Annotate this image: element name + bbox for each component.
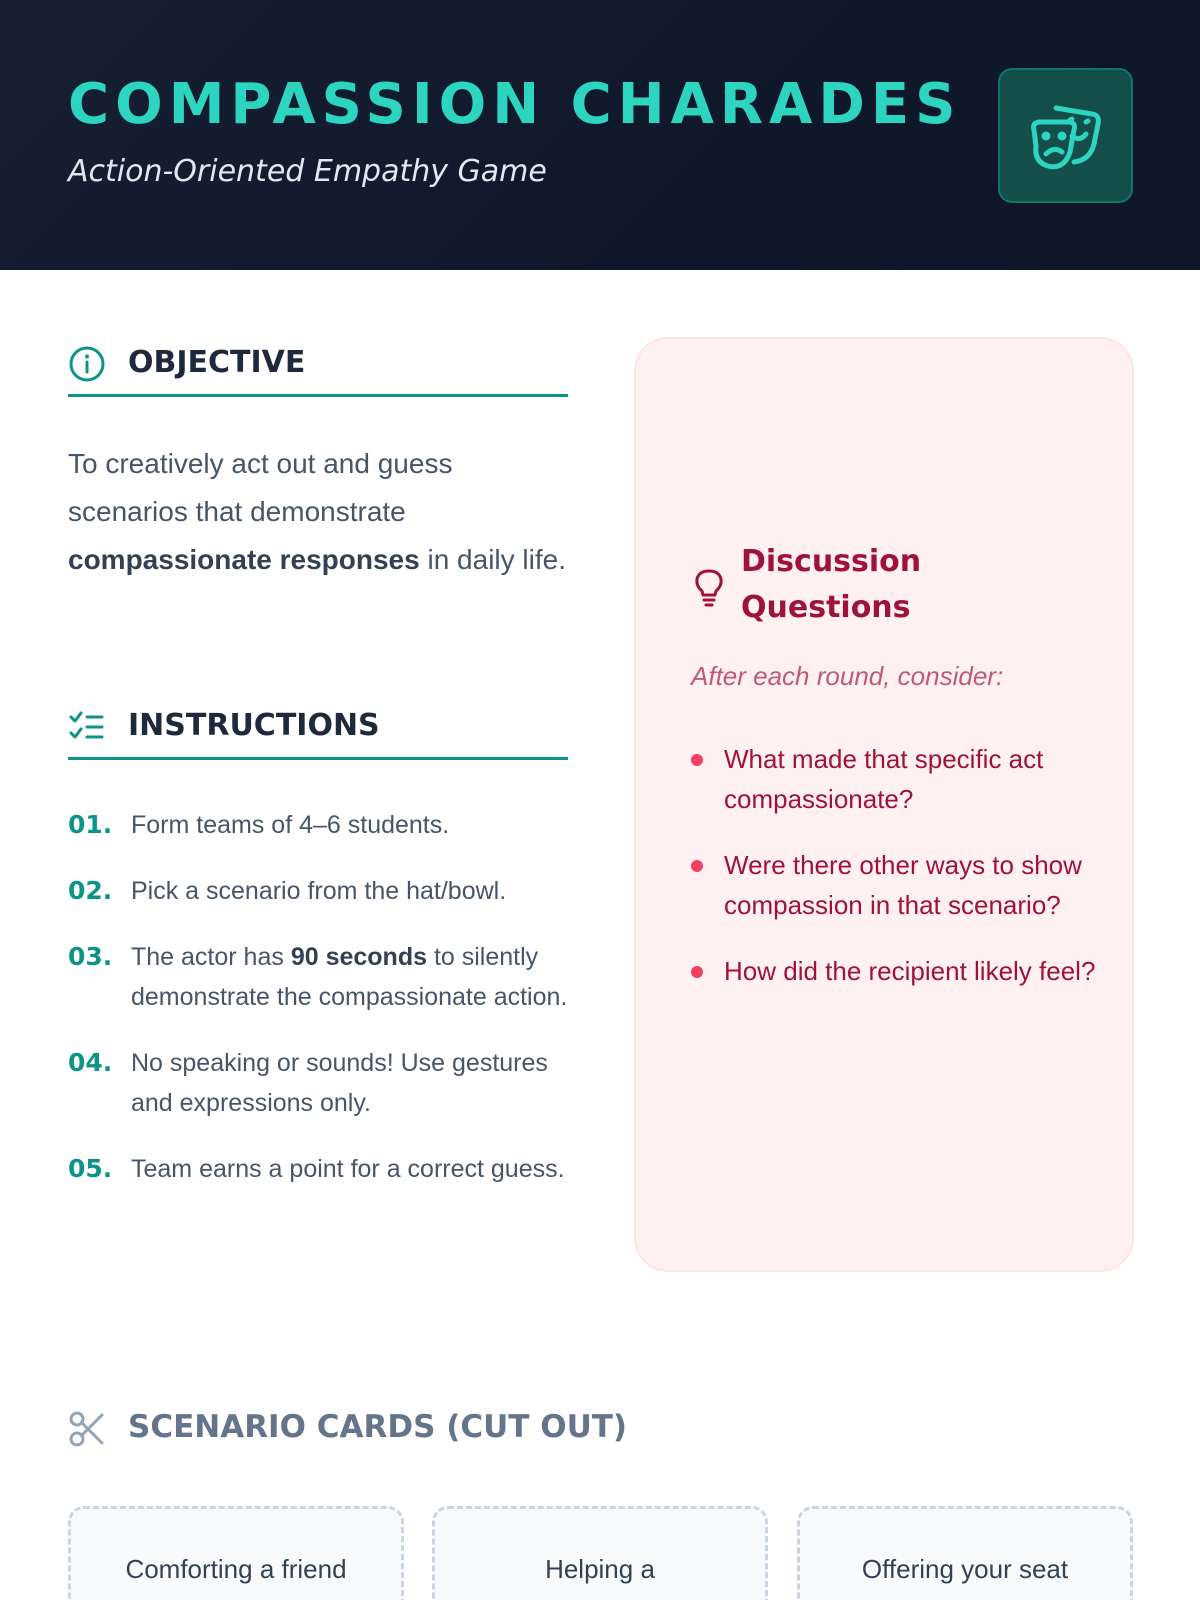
- discussion-title: Discussion Questions: [741, 544, 922, 625]
- discussion-panel: [634, 337, 1134, 1272]
- page-title: COMPASSION CHARADES: [68, 72, 962, 137]
- instruction-step: 01. Form teams of 4–6 students.: [68, 810, 450, 839]
- page-subtitle: Action-Oriented Empathy Game: [68, 154, 547, 189]
- scenario-card: Helping a: [432, 1506, 768, 1600]
- checklist-icon: [68, 708, 106, 746]
- instruction-step: 03. The actor has 90 seconds to silently demonstrate the compassionate action.: [68, 942, 568, 1011]
- scenario-card: Offering your seat: [797, 1506, 1133, 1600]
- header: [0, 0, 1200, 270]
- objective-text: To creatively act out and guess scenarios that demonstrate compassionate responses in daily life.: [68, 448, 566, 575]
- objective-heading: [68, 337, 568, 397]
- scenario-cards-heading: [68, 1405, 768, 1455]
- instruction-step: 05. Team earns a point for a correct guess.: [68, 1154, 565, 1183]
- scenario-card: Comforting a friend: [68, 1506, 404, 1600]
- lightbulb-icon: [691, 567, 727, 607]
- discussion-question: What made that specific act compassionate?: [691, 739, 1111, 819]
- instructions-label: INSTRUCTIONS: [128, 708, 380, 743]
- scissors-icon: [68, 1410, 106, 1448]
- discussion-question: Were there other ways to show compassion in that scenario?: [691, 845, 1111, 925]
- discussion-question: How did the recipient likely feel?: [691, 951, 1111, 991]
- instruction-step: 04. No speaking or sounds! Use gestures and expressions only.: [68, 1048, 548, 1117]
- info-icon: [68, 345, 106, 383]
- discussion-intro: After each round, consider:: [691, 661, 1004, 691]
- instruction-step: 02. Pick a scenario from the hat/bowl.: [68, 876, 507, 905]
- discussion-list: [691, 739, 1111, 1017]
- theater-masks-icon: [998, 68, 1133, 203]
- instructions-heading: [68, 700, 568, 760]
- scenario-cards-label: SCENARIO CARDS (CUT OUT): [128, 1409, 628, 1445]
- objective-label: OBJECTIVE: [128, 345, 306, 380]
- instructions-list: [68, 805, 568, 1215]
